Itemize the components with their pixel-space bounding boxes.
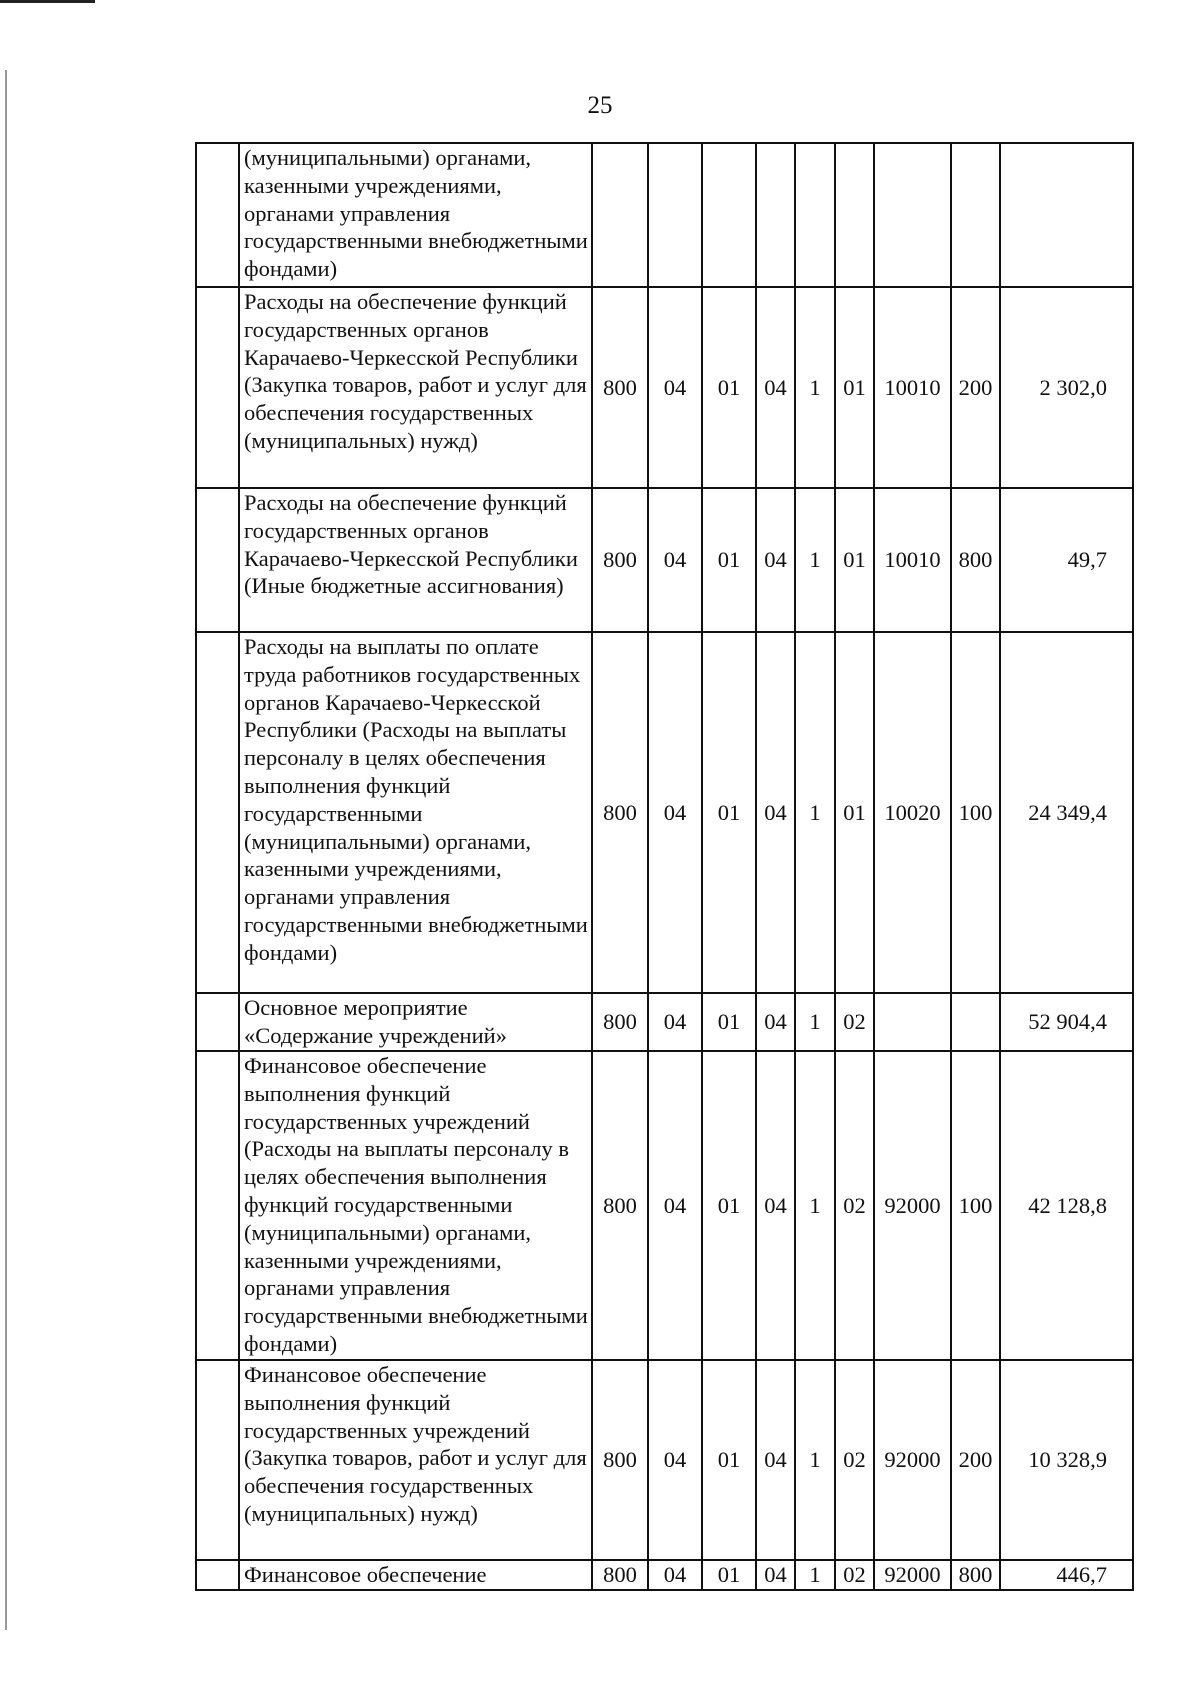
ved-code: 800: [592, 1560, 648, 1590]
expense-type-code: 800: [951, 488, 1000, 632]
row-index-cell: [196, 1360, 239, 1560]
table-row: [196, 488, 1133, 632]
expense-name: Основное мероприятие «Содержание учреждений»: [239, 993, 592, 1051]
program-code: 04: [756, 632, 795, 993]
subsection-code: 01: [702, 1560, 756, 1590]
table-row: [196, 287, 1133, 488]
event-code: 02: [835, 993, 874, 1051]
program-code: 04: [756, 1560, 795, 1590]
amount: 2 302,0: [1000, 287, 1133, 488]
expense-type-code: [951, 993, 1000, 1051]
expense-type-code: 200: [951, 1360, 1000, 1560]
direction-code: [874, 993, 951, 1051]
subsection-code: [702, 143, 756, 287]
row-index-cell: [196, 1051, 239, 1360]
event-code: 02: [835, 1360, 874, 1560]
subprogram-code: [795, 143, 835, 287]
row-index-cell: [196, 143, 239, 287]
subsection-code: 01: [702, 993, 756, 1051]
subprogram-code: 1: [795, 1560, 835, 1590]
table-row: [196, 143, 1133, 287]
program-code: 04: [756, 1360, 795, 1560]
budget-table: [195, 142, 1134, 1591]
amount: [1000, 143, 1133, 287]
program-code: 04: [756, 993, 795, 1051]
program-code: 04: [756, 287, 795, 488]
expense-name: Финансовое обеспечение выполнения функций государственных учреждений (Закупка товаров, работ и услуг для обеспечения государственных (муниципальных) нужд): [239, 1360, 592, 1560]
expense-name: Расходы на обеспечение функций государственных органов Карачаево-Черкесской Республики (Иные бюджетные ассигнования): [239, 488, 592, 632]
ved-code: 800: [592, 1051, 648, 1360]
event-code: 01: [835, 488, 874, 632]
event-code: 02: [835, 1560, 874, 1590]
ved-code: 800: [592, 488, 648, 632]
program-code: 04: [756, 1051, 795, 1360]
program-code: [756, 143, 795, 287]
section-code: 04: [648, 632, 702, 993]
section-code: 04: [648, 287, 702, 488]
program-code: 04: [756, 488, 795, 632]
direction-code: 10020: [874, 632, 951, 993]
ved-code: 800: [592, 632, 648, 993]
row-index-cell: [196, 1560, 239, 1590]
section-code: 04: [648, 488, 702, 632]
subsection-code: 01: [702, 488, 756, 632]
expense-name: Финансовое обеспечение: [239, 1560, 592, 1590]
amount: 24 349,4: [1000, 632, 1133, 993]
subsection-code: 01: [702, 1051, 756, 1360]
row-index-cell: [196, 632, 239, 993]
page-number: 25: [587, 92, 613, 119]
amount: 42 128,8: [1000, 1051, 1133, 1360]
event-code: 01: [835, 287, 874, 488]
scan-artifact-left-edge: [5, 70, 7, 1630]
subprogram-code: 1: [795, 993, 835, 1051]
expense-name: Расходы на выплаты по оплате труда работников государственных органов Карачаево-Черкесской Республики (Расходы на выплаты персоналу в целях обеспечения выполнения функций государственными (муниципальными) органами, казенными учреждениями, органами управления государственными внебюджетными фондами): [239, 632, 592, 993]
ved-code: [592, 143, 648, 287]
ved-code: 800: [592, 993, 648, 1051]
section-code: 04: [648, 993, 702, 1051]
subsection-code: 01: [702, 1360, 756, 1560]
subprogram-code: 1: [795, 287, 835, 488]
subprogram-code: 1: [795, 488, 835, 632]
direction-code: 10010: [874, 488, 951, 632]
subsection-code: 01: [702, 287, 756, 488]
ved-code: 800: [592, 287, 648, 488]
table-row: [196, 1360, 1133, 1560]
expense-name: Расходы на обеспечение функций государственных органов Карачаево-Черкесской Республики (Закупка товаров, работ и услуг для обеспечения государственных (муниципальных) нужд): [239, 287, 592, 488]
expense-name: Финансовое обеспечение выполнения функций государственных учреждений (Расходы на выплаты персоналу в целях обеспечения выполнения функций государственными (муниципальными) органами, казенными учреждениями, органами управления государственными внебюджетными фондами): [239, 1051, 592, 1360]
table-row: [196, 993, 1133, 1051]
section-code: 04: [648, 1360, 702, 1560]
expense-type-code: 800: [951, 1560, 1000, 1590]
amount: 446,7: [1000, 1560, 1133, 1590]
expense-name: (муниципальными) органами, казенными учреждениями, органами управления государственными внебюджетными фондами): [239, 143, 592, 287]
amount: 52 904,4: [1000, 993, 1133, 1051]
table-row: [196, 1560, 1133, 1590]
section-code: [648, 143, 702, 287]
direction-code: [874, 143, 951, 287]
row-index-cell: [196, 488, 239, 632]
expense-type-code: [951, 143, 1000, 287]
table-row: [196, 632, 1133, 993]
direction-code: 10010: [874, 287, 951, 488]
row-index-cell: [196, 287, 239, 488]
direction-code: 92000: [874, 1051, 951, 1360]
expense-type-code: 100: [951, 1051, 1000, 1360]
amount: 49,7: [1000, 488, 1133, 632]
subprogram-code: 1: [795, 632, 835, 993]
event-code: 01: [835, 632, 874, 993]
scan-artifact-top: [0, 0, 95, 3]
row-index-cell: [196, 993, 239, 1051]
event-code: 02: [835, 1051, 874, 1360]
subprogram-code: 1: [795, 1360, 835, 1560]
subprogram-code: 1: [795, 1051, 835, 1360]
ved-code: 800: [592, 1360, 648, 1560]
subsection-code: 01: [702, 632, 756, 993]
section-code: 04: [648, 1560, 702, 1590]
expense-type-code: 200: [951, 287, 1000, 488]
direction-code: 92000: [874, 1560, 951, 1590]
event-code: [835, 143, 874, 287]
table-row: [196, 1051, 1133, 1360]
section-code: 04: [648, 1051, 702, 1360]
expense-type-code: 100: [951, 632, 1000, 993]
amount: 10 328,9: [1000, 1360, 1133, 1560]
direction-code: 92000: [874, 1360, 951, 1560]
